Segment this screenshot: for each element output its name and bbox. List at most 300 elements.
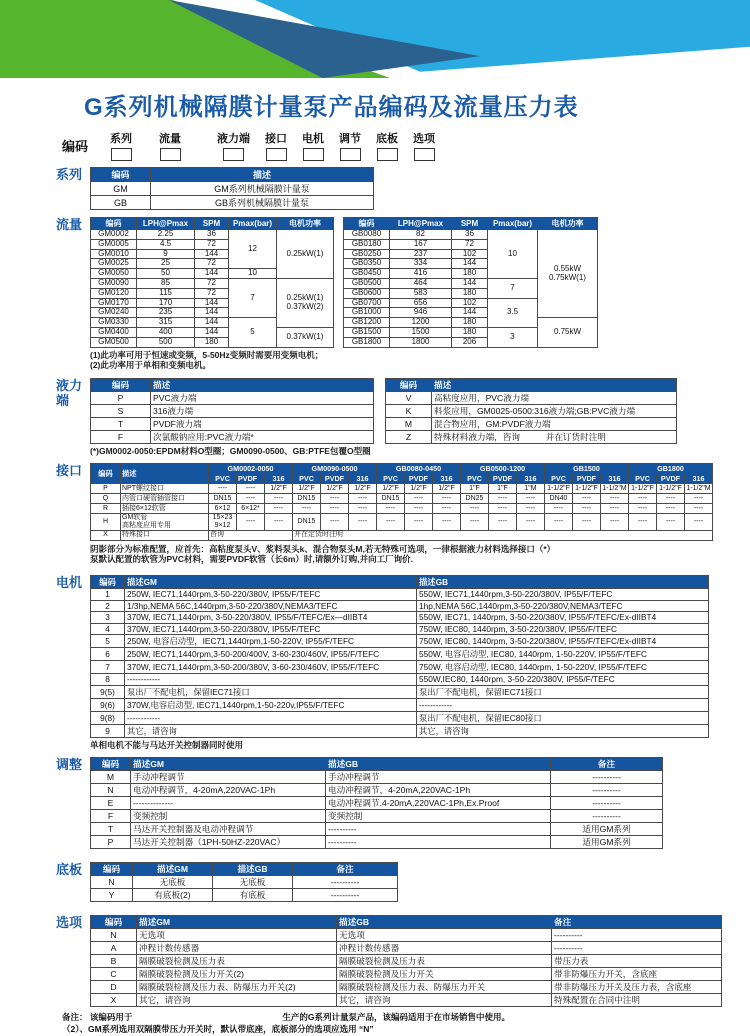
cell: 其它，请咨询 xyxy=(337,994,552,1007)
cell: P xyxy=(91,391,151,404)
cell: 315 xyxy=(137,318,195,328)
cell: 电动冲程调节，4-20mA,220VAC-1Ph xyxy=(131,784,326,797)
header-cell: 316 xyxy=(433,474,461,484)
cell: 316液力端 xyxy=(151,404,374,417)
series-section xyxy=(56,167,750,210)
cell: ------------ xyxy=(417,698,709,711)
cell: 144 xyxy=(452,278,488,288)
cell: 9 xyxy=(91,724,125,737)
cell: 550W, IEC71,1440rpm,3-50-220/380V, IP55/F/TEFC xyxy=(417,589,709,601)
cell: 1-1/2"F xyxy=(657,484,685,494)
cell: 750W, IEC80, 1440rpm, 3-50-220/380V, IP55/F/TEFC xyxy=(417,623,709,635)
cell: 料浆应用，GM0025-0500:316液力端;GB:PVC液力端 xyxy=(432,404,677,417)
cell: 1200 xyxy=(390,318,452,328)
cell: 1hp,NEMA 56C,1440rpm,3-50-220/380V,NEMA3/TEFC xyxy=(417,600,709,612)
cell: GM xyxy=(91,182,151,196)
cell: ---- xyxy=(237,484,265,494)
cell: 102 xyxy=(452,298,488,308)
table-row xyxy=(91,797,663,810)
cell: 1/2"F xyxy=(265,484,293,494)
cell: ---- xyxy=(433,504,461,514)
cell: ---- xyxy=(405,494,433,504)
cell: 102 xyxy=(452,249,488,259)
table-row xyxy=(91,494,713,504)
header-row xyxy=(91,168,374,182)
cell: ---- xyxy=(237,494,265,504)
header-cell: PVDF xyxy=(573,474,601,484)
cell: ---------- xyxy=(552,942,722,955)
cell: X xyxy=(91,530,121,540)
flow-section xyxy=(56,217,750,371)
series-section-label: 系列 xyxy=(56,167,83,182)
cell: ---- xyxy=(209,484,237,494)
cell: 无底板 xyxy=(213,876,293,889)
motor-section-label: 电机 xyxy=(56,575,83,591)
cell: -------------- xyxy=(131,797,326,810)
cell: 隔膜破裂检测及压力开关 xyxy=(337,968,552,981)
cell: C xyxy=(91,968,137,981)
baseplate-code-box[interactable] xyxy=(377,148,398,161)
page-title: G系列机械隔膜计量泵产品编码及流量压力表 xyxy=(84,94,579,121)
header-cell: 316 xyxy=(517,474,545,484)
cell: T xyxy=(91,417,151,430)
cell: ---- xyxy=(629,504,657,514)
header-cell: PVC xyxy=(545,474,573,484)
cell: ---- xyxy=(657,504,685,514)
field-label: 液力端 xyxy=(217,133,251,145)
header-row xyxy=(91,218,334,230)
cell: 180 xyxy=(452,269,488,279)
cell: 6 xyxy=(91,648,125,661)
cell: ---- xyxy=(489,514,517,530)
decorative-banner xyxy=(0,0,750,78)
cell: 1/2"F xyxy=(433,484,461,494)
cell: ---- xyxy=(601,494,629,504)
cell: 235 xyxy=(137,308,195,318)
cell: 带非防爆压力开关及压力表，含底座 xyxy=(552,981,722,994)
cell: GB xyxy=(91,196,151,210)
header-cell: 描述 xyxy=(151,168,374,182)
header-cell: 电机功率 xyxy=(538,218,598,230)
cell: F xyxy=(91,430,151,443)
flow-section-label: 流量 xyxy=(56,217,83,232)
cell: 插接6×12软管 xyxy=(121,504,209,514)
table-row xyxy=(91,929,722,942)
motor-section xyxy=(56,575,750,750)
table-row xyxy=(91,600,709,612)
interface-code-box[interactable] xyxy=(266,148,287,161)
cell: 1-1/2"F xyxy=(573,484,601,494)
cell: 370W, IEC71,1440rpm, 3-50-220/380V, IP55/F/TEFC/Ex—dIIBT4 xyxy=(125,612,417,624)
header-row xyxy=(91,576,709,589)
header-cell: GB0080-0450 xyxy=(377,464,461,474)
cell: 9(6) xyxy=(91,698,125,711)
table-row xyxy=(91,955,722,968)
cell: M xyxy=(386,417,432,430)
cell: 36 xyxy=(452,230,488,240)
footer-note-2: （2）、GM系列选用双隔膜带压力开关时，默认带底座，底板部分的选项应选用 “N” xyxy=(62,1024,374,1035)
cell: 72 xyxy=(195,259,229,269)
cell: ---- xyxy=(629,494,657,504)
cell: 1/2"F xyxy=(405,484,433,494)
cell: DN40 xyxy=(545,494,573,504)
header-cell: 备注 xyxy=(552,916,722,929)
table-row xyxy=(91,685,709,698)
baseplate-section-label: 底板 xyxy=(56,862,83,878)
cell: GB0450 xyxy=(344,269,390,279)
adjust-code-box[interactable] xyxy=(340,148,361,161)
cell: A xyxy=(91,942,137,955)
cell: 10 xyxy=(488,230,538,279)
cell: X xyxy=(91,994,137,1007)
header-cell: SPM xyxy=(195,218,229,230)
header-row xyxy=(91,863,398,876)
coding-field-interface xyxy=(265,130,287,161)
interface-section xyxy=(56,463,750,565)
cell: 内管口硬管插管接口 xyxy=(121,494,209,504)
cell: 180 xyxy=(452,288,488,298)
table-row xyxy=(386,417,677,430)
cell: 其它，请咨询 xyxy=(137,994,337,1007)
options-section xyxy=(56,915,750,1007)
cell: 12 xyxy=(229,230,277,269)
header-cell: 描述 xyxy=(151,378,374,391)
cell: H xyxy=(91,514,121,530)
cell: GM0010 xyxy=(91,249,137,259)
cell: 144 xyxy=(452,308,488,318)
cell: 混合物应用，GM:PVDF液力端 xyxy=(432,417,677,430)
flow-gb-table xyxy=(343,217,598,348)
cell: 无选项 xyxy=(337,929,552,942)
cell: 1 xyxy=(91,589,125,601)
cell: 变频控制 xyxy=(131,810,326,823)
cell: 5 xyxy=(91,635,125,648)
header-cell: 编码 xyxy=(91,378,151,391)
cell: 1"F xyxy=(489,484,517,494)
cell: ---------- xyxy=(551,771,663,784)
cell: 适用GM系列 xyxy=(551,836,663,849)
table-row xyxy=(91,994,722,1007)
table-row xyxy=(91,196,374,210)
table-row xyxy=(91,784,663,797)
cell: ---- xyxy=(545,514,573,530)
table-row xyxy=(91,771,663,784)
cell: 400 xyxy=(137,327,195,337)
coding-field-liquid xyxy=(217,130,250,161)
coding-field-baseplate xyxy=(376,130,398,161)
cell: 隔膜破裂检测及压力表 xyxy=(137,955,337,968)
cell: ---- xyxy=(349,494,377,504)
field-label: 流量 xyxy=(159,133,182,145)
table-row xyxy=(91,514,713,530)
cell: 946 xyxy=(390,308,452,318)
liquid-end-right-table xyxy=(385,378,677,444)
cell: ---------- xyxy=(551,797,663,810)
cell: 25 xyxy=(137,259,195,269)
header-cell: 描述 xyxy=(432,378,677,391)
header-cell: 备注 xyxy=(551,758,663,771)
cell: P xyxy=(91,836,131,849)
cell: 并在定货时注明 xyxy=(293,530,713,540)
cell: 180 xyxy=(452,327,488,337)
flow-code-box[interactable] xyxy=(160,148,181,161)
header-cell: 编码 xyxy=(91,464,121,484)
options-code-box[interactable] xyxy=(414,148,435,161)
cell: T xyxy=(91,823,131,836)
header-cell: PVC xyxy=(629,474,657,484)
adjust-table xyxy=(90,757,663,849)
table-row xyxy=(91,661,709,674)
header-cell: 描述GM xyxy=(125,576,417,589)
header-cell: SPM xyxy=(452,218,488,230)
table-row xyxy=(91,417,374,430)
field-label: 系列 xyxy=(110,133,133,145)
cell: 1"M xyxy=(517,484,545,494)
flow-gm-table xyxy=(90,217,334,348)
header-cell: 描述GB xyxy=(417,576,709,589)
cell: DN15 xyxy=(293,514,321,530)
series-table xyxy=(90,167,374,210)
cell: ---- xyxy=(265,494,293,504)
table-row xyxy=(386,404,677,417)
flow-note-1: (1)此功率可用于恒速或变频，5-50Hz变频时需要用变频电机； xyxy=(90,349,324,360)
cell: 250W, IEC71,1440rpm,3-50-200/400V, 3-60-230/460V, IP55/F/TEFC xyxy=(125,648,417,661)
cell: 250W, IEC71,1440rpm,3-50-220/380V, IP55/F/TEFC xyxy=(125,589,417,601)
motor-code-box[interactable] xyxy=(303,148,324,161)
cell: 115 xyxy=(137,288,195,298)
cell: ---- xyxy=(685,514,713,530)
coding-field-flow xyxy=(159,130,181,161)
table-row xyxy=(386,430,677,443)
cell: 电动冲程调节，4-20mA,220VAC-1Ph xyxy=(326,784,551,797)
cell: 6×12* xyxy=(237,504,265,514)
cell: 9(5) xyxy=(91,685,125,698)
footer-notes xyxy=(62,1012,750,1036)
coding-field-series xyxy=(110,130,132,161)
adjust-section-label: 调整 xyxy=(56,757,83,773)
cell: 464 xyxy=(390,278,452,288)
cell: 泵出厂不配电机，保留IEC71接口 xyxy=(125,685,417,698)
table-row xyxy=(91,836,663,849)
header-cell: LPH@Pmax xyxy=(390,218,452,230)
cell: 9(8) xyxy=(91,711,125,724)
cell: N xyxy=(91,929,137,942)
cell: 206 xyxy=(452,337,488,347)
table-row xyxy=(91,623,709,635)
header-cell: 描述GB xyxy=(213,863,293,876)
cell: DN15 xyxy=(377,494,405,504)
cell: 马达开关控制器及电动冲程调节 xyxy=(131,823,326,836)
cell: 750W, IEC80, 1440rpm, 3-50-220/380V, IP55/F/TEFC/Ex-dIIBT4 xyxy=(417,635,709,648)
cell: 特殊接口 xyxy=(121,530,209,540)
cell: 144 xyxy=(195,327,229,337)
cell: GB0350 xyxy=(344,259,390,269)
cell: ---------- xyxy=(552,929,722,942)
cell: 0.37kW(1) xyxy=(277,327,334,347)
cell: GM0330 xyxy=(91,318,137,328)
cell: GM0050 xyxy=(91,269,137,279)
cell: ---- xyxy=(517,514,545,530)
cell: GM软管 高粘度应用专用 xyxy=(121,514,209,530)
table-row xyxy=(91,430,374,443)
cell: 2.25 xyxy=(137,230,195,240)
cell: ---- xyxy=(489,504,517,514)
cell: 180 xyxy=(452,318,488,328)
cell: ------------ xyxy=(125,711,417,724)
header-cell: PVC xyxy=(377,474,405,484)
cell: 9 xyxy=(137,249,195,259)
cell: 带压力表 xyxy=(552,955,722,968)
cell: GM0170 xyxy=(91,298,137,308)
cell: E xyxy=(91,797,131,810)
header-cell: GB0500-1200 xyxy=(461,464,545,474)
table-row xyxy=(344,318,598,328)
cell: K xyxy=(386,404,432,417)
coding-row xyxy=(62,130,750,161)
table-row xyxy=(386,391,677,404)
cell: ---- xyxy=(573,504,601,514)
header-cell: 描述GB xyxy=(337,916,552,929)
cell: ------------ xyxy=(125,674,417,686)
cell: B xyxy=(91,955,137,968)
cell: 370W, IEC71,1440rpm,3-50-200/380V, 3-60-230/460V, IP55/F/TEFC xyxy=(125,661,417,674)
cell: 334 xyxy=(390,259,452,269)
cell: 144 xyxy=(195,249,229,259)
cell: 7 xyxy=(488,278,538,298)
cell: ---- xyxy=(601,514,629,530)
header-cell: 编码 xyxy=(344,218,390,230)
cell: DN15 xyxy=(293,494,321,504)
cell: 50 xyxy=(137,269,195,279)
header-cell: 编码 xyxy=(91,218,137,230)
cell: 500 xyxy=(137,337,195,347)
adjust-section xyxy=(56,757,750,849)
cell: ---------- xyxy=(326,836,551,849)
cell: ---------- xyxy=(551,810,663,823)
cell: ---- xyxy=(405,504,433,514)
cell: GB1500 xyxy=(344,327,390,337)
header-cell: 描述GB xyxy=(326,758,551,771)
cell: 72 xyxy=(452,239,488,249)
header-cell: 316 xyxy=(265,474,293,484)
cell: GB1000 xyxy=(344,308,390,318)
cell: GM系列机械隔膜计量泵 xyxy=(151,182,374,196)
cell: ---- xyxy=(685,494,713,504)
cell: 550W,IEC80, 1440rpm, 3-50-220/380V, IP55/F/TEFC xyxy=(417,674,709,686)
table-row xyxy=(91,810,663,823)
liquid-end-note: (*)GM0002-0050:EPDM材料O型圈；GM0090-0500、GB:PTFE包覆O型圈 xyxy=(90,445,371,456)
cell: 1"F xyxy=(461,484,489,494)
cell: ---- xyxy=(265,504,293,514)
cell: 656 xyxy=(390,298,452,308)
header-cell: GB1800 xyxy=(629,464,713,474)
header-cell: 编码 xyxy=(91,576,125,589)
cell: ---- xyxy=(405,514,433,530)
footer-note-1b: 生产的G系列计量泵产品，该编码适用于在市场销售中使用。 xyxy=(282,1012,510,1023)
motor-note: 单相电机不能与马达开关控制器同时使用 xyxy=(90,739,244,750)
header-cell: 描述 xyxy=(121,464,209,484)
header-cell: PVDF xyxy=(405,474,433,484)
table-row xyxy=(91,968,722,981)
table-row xyxy=(91,230,334,240)
cell: ---- xyxy=(433,494,461,504)
cell: GM0090 xyxy=(91,278,137,288)
coding-field-options xyxy=(413,130,435,161)
series-code-box[interactable] xyxy=(111,148,132,161)
interface-note-1: 阴影部分为标准配置，应首先：高粘度泵头V、浆料泵头k、混合物泵头M,若无特殊可选项，一律根据液力材料选择接口（*） xyxy=(90,543,556,554)
header-cell: PVDF xyxy=(321,474,349,484)
table-row xyxy=(91,698,709,711)
cell: 583 xyxy=(390,288,452,298)
field-label: 选项 xyxy=(413,133,436,145)
cell: 有底板 xyxy=(213,889,293,902)
cell: 0.75kW xyxy=(538,318,598,347)
header-cell: 描述GM xyxy=(131,758,326,771)
table-row xyxy=(91,404,374,417)
liquid-end-left-table xyxy=(90,378,374,444)
interface-section-label: 接口 xyxy=(56,463,83,479)
cell: R xyxy=(91,504,121,514)
cell: 250W, 电容启动型，IEC71,1440rpm,1-50-220V, IP55/F/TEFC xyxy=(125,635,417,648)
table-row xyxy=(91,612,709,624)
cell: 特殊配置在合同中注明 xyxy=(552,994,722,1007)
cell: 次氯酸钠应用:PVC液力端* xyxy=(151,430,374,443)
cell: GM0002 xyxy=(91,230,137,240)
cell: 416 xyxy=(390,269,452,279)
cell: GM0500 xyxy=(91,337,137,347)
cell: 4 xyxy=(91,623,125,635)
cell: 750W, 电容启动型, IEC80, 1440rpm, 1-50-220V, IP55/F/TEFC xyxy=(417,661,709,674)
cell: 144 xyxy=(195,269,229,279)
cell: 7 xyxy=(229,278,277,317)
cell: 3.5 xyxy=(488,298,538,327)
liquid-end-tables xyxy=(90,378,677,444)
table-row xyxy=(91,674,709,686)
liquid-end-code-box[interactable] xyxy=(223,148,244,161)
cell: 144 xyxy=(452,259,488,269)
cell: 0.25kW(1) xyxy=(277,230,334,279)
cell: 370W,电容启动型, IEC71,1440rpm,1-50-220v,IP55/F/TEFC xyxy=(125,698,417,711)
table-row xyxy=(91,391,374,404)
table-row xyxy=(91,327,334,337)
interface-note-2: 泵默认配置的软管为PVC材料，需要PVDF软管（长6m）时,请额外订购,并向工厂询价. xyxy=(90,554,414,565)
liquid-end-section-label: 液力端 xyxy=(56,377,83,408)
cell: 6×12 xyxy=(209,504,237,514)
cell: GB0180 xyxy=(344,239,390,249)
cell: 其它，请咨询 xyxy=(125,724,417,737)
cell: 144 xyxy=(195,298,229,308)
cell: 550W, IEC71, 1440rpm, 3-50-220/380V, IP55/F/TEFC/Ex-dIIBT4 xyxy=(417,612,709,624)
cell: 144 xyxy=(195,318,229,328)
cell: GB0600 xyxy=(344,288,390,298)
header-cell: 描述GM xyxy=(137,916,337,929)
cell: S xyxy=(91,404,151,417)
cell: P xyxy=(91,484,121,494)
cell: 变频控制 xyxy=(326,810,551,823)
table-row xyxy=(91,648,709,661)
table-row xyxy=(91,530,713,540)
cell: ---- xyxy=(489,494,517,504)
cell: 4.5 xyxy=(137,239,195,249)
cell: 3 xyxy=(91,612,125,624)
cell: ---- xyxy=(657,514,685,530)
table-row xyxy=(91,823,663,836)
cell: GM0025 xyxy=(91,259,137,269)
table-row xyxy=(91,484,713,494)
cell: Y xyxy=(91,889,133,902)
cell: GB0700 xyxy=(344,298,390,308)
cell: N xyxy=(91,784,131,797)
